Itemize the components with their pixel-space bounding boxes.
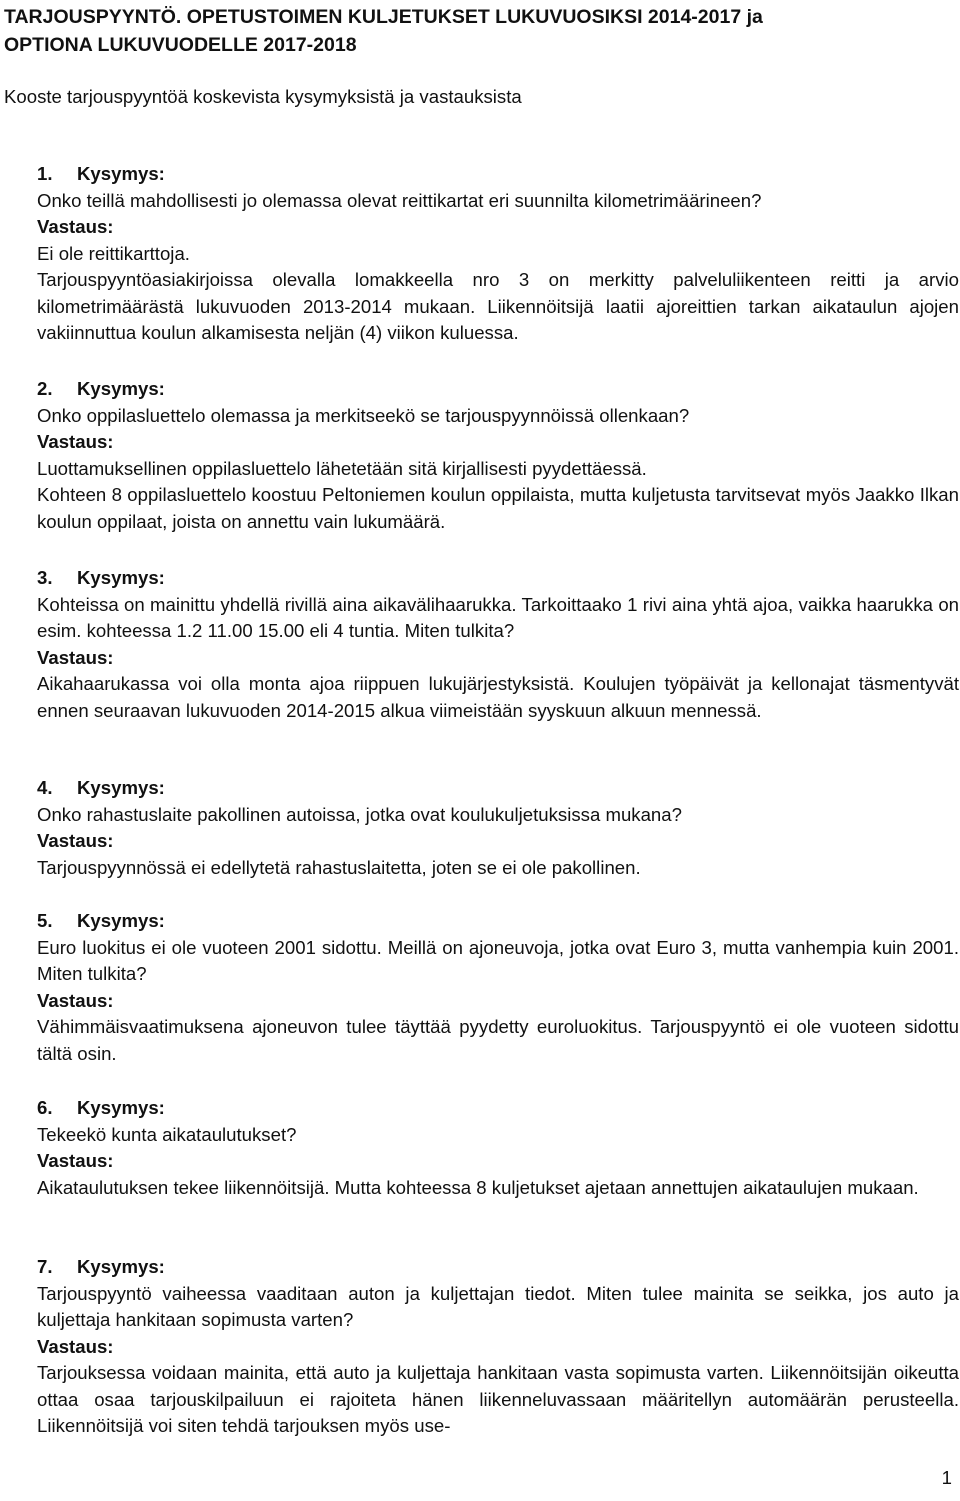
qa-item-3 [37, 565, 959, 724]
question-text: Tarjouspyyntö vaiheessa vaaditaan auton ja kuljettajan tiedot. Miten tulee mainita se seikka, jos auto ja kuljettaja hankitaan sopimusta varten? [37, 1282, 959, 1330]
qa-item-2 [37, 376, 959, 535]
question-heading [37, 161, 959, 188]
item-number: 7. [37, 1256, 53, 1277]
answer-text: Luottamuksellinen oppilasluettelo lähetetään sitä kirjallisesti pyydettäessä. [37, 457, 647, 479]
item-number: 3. [37, 567, 53, 588]
question-label: Kysymys: [77, 163, 165, 184]
item-number: 6. [37, 1097, 53, 1118]
answer-label: Vastaus: [37, 830, 114, 851]
qa-item-4 [37, 775, 959, 881]
answer-text: Tarjouspyyntöasiakirjoissa olevalla lomakkeella nro 3 on merkitty palveluliikenteen reitti ja arvio kilometrimäärästä lukuvuoden 2013-2014 mukaan. Liikennöitsijä laatii ajoreittien tarkan aikataulun ajojen vakiinnuttua koulun alkamisesta neljän (4) viikon kuluessa. [37, 269, 959, 343]
question-heading [37, 1254, 959, 1281]
question-heading [37, 565, 959, 592]
question-label: Kysymys: [77, 567, 165, 588]
answer-text: Tarjouksessa voidaan mainita, että auto ja kuljettaja hankitaan vasta sopimusta varten. Liikennöitsijän oikeutta ottaa osaa tarjouskilpailuun ei rajoiteta hänen liikenneluvassaan määritellyn automäärän perusteella. Liikennöitsijä voi siten tehdä tarjouksen myös use- [37, 1362, 959, 1436]
answer-text: Aikataulutuksen tekee liikennöitsijä. Mutta kohteessa 8 kuljetukset ajetaan annettujen aikataulujen mukaan. [37, 1176, 919, 1198]
answer-text: Aikahaarukassa voi olla monta ajoa riippuen lukujärjestyksistä. Koulujen työpäivät ja kellonajat täsmentyvät ennen seuraavan lukuvuoden 2014-2015 alkua viimeistään syyskuun alkuun mennessä. [37, 673, 959, 721]
answer-text: Kohteen 8 oppilasluettelo koostuu Peltoniemen koulun oppilaista, mutta kuljetusta tarvitsevat myös Jaakko Ilkan koulun oppilaat, joista on annettu vain lukumäärä. [37, 484, 959, 532]
question-text: Kohteissa on mainittu yhdellä rivillä aina aikavälihaarukka. Tarkoittaako 1 rivi aina yhtä ajoa, vaikka haarukka on esim. kohteessa 1.2 11.00 15.00 eli 4 tuntia. Miten tulkita? [37, 593, 959, 641]
question-heading [37, 376, 959, 403]
qa-item-5 [37, 908, 959, 1067]
answer-text: Tarjouspyynnössä ei edellytetä rahastuslaitetta, joten se ei ole pakollinen. [37, 856, 641, 878]
answer-label: Vastaus: [37, 989, 114, 1011]
question-heading [37, 908, 959, 935]
question-heading [37, 1095, 959, 1122]
answer-label: Vastaus: [37, 646, 114, 668]
answer-text: Vähimmäisvaatimuksena ajoneuvon tulee täyttää pyydetty euroluokitus. Tarjouspyyntö ei ole vuoteen sidottu tältä osin. [37, 1016, 959, 1064]
item-number: 5. [37, 910, 53, 931]
item-number: 4. [37, 777, 53, 798]
qa-item-6 [37, 1095, 959, 1201]
qa-item-7 [37, 1254, 959, 1440]
page-number: 1 [941, 1467, 952, 1488]
document-subtitle: Kooste tarjouspyyntöä koskevista kysymyksistä ja vastauksista [4, 86, 522, 107]
question-label: Kysymys: [77, 1256, 165, 1277]
question-label: Kysymys: [77, 777, 165, 798]
document-title [4, 3, 954, 59]
question-text: Onko oppilasluettelo olemassa ja merkitseekö se tarjouspyynnöissä ollenkaan? [37, 404, 690, 426]
answer-label: Vastaus: [37, 1335, 114, 1357]
question-label: Kysymys: [77, 910, 165, 931]
question-heading [37, 775, 959, 802]
title-line-1: TARJOUSPYYNTÖ. OPETUSTOIMEN KULJETUKSET LUKUVUOSIKSI 2014-2017 ja [4, 6, 763, 28]
question-text: Tekeekö kunta aikataulutukset? [37, 1123, 297, 1145]
answer-text: Ei ole reittikarttoja. [37, 242, 190, 264]
question-label: Kysymys: [77, 1097, 165, 1118]
question-text: Onko teillä mahdollisesti jo olemassa olevat reittikartat eri suunnilta kilometrimäärineen? [37, 189, 762, 211]
title-line-2: OPTIONA LUKUVUODELLE 2017-2018 [4, 34, 357, 56]
question-text: Euro luokitus ei ole vuoteen 2001 sidottu. Meillä on ajoneuvoja, jotka ovat Euro 3, mutta vanhempia kuin 2001. Miten tulkita? [37, 936, 959, 984]
answer-label: Vastaus: [37, 216, 114, 237]
question-label: Kysymys: [77, 378, 165, 399]
question-text: Onko rahastuslaite pakollinen autoissa, jotka ovat koulukuljetuksissa mukana? [37, 803, 682, 825]
answer-label: Vastaus: [37, 1150, 114, 1171]
item-number: 2. [37, 378, 53, 399]
qa-item-1 [37, 161, 959, 347]
answer-label: Vastaus: [37, 431, 114, 452]
item-number: 1. [37, 163, 53, 184]
